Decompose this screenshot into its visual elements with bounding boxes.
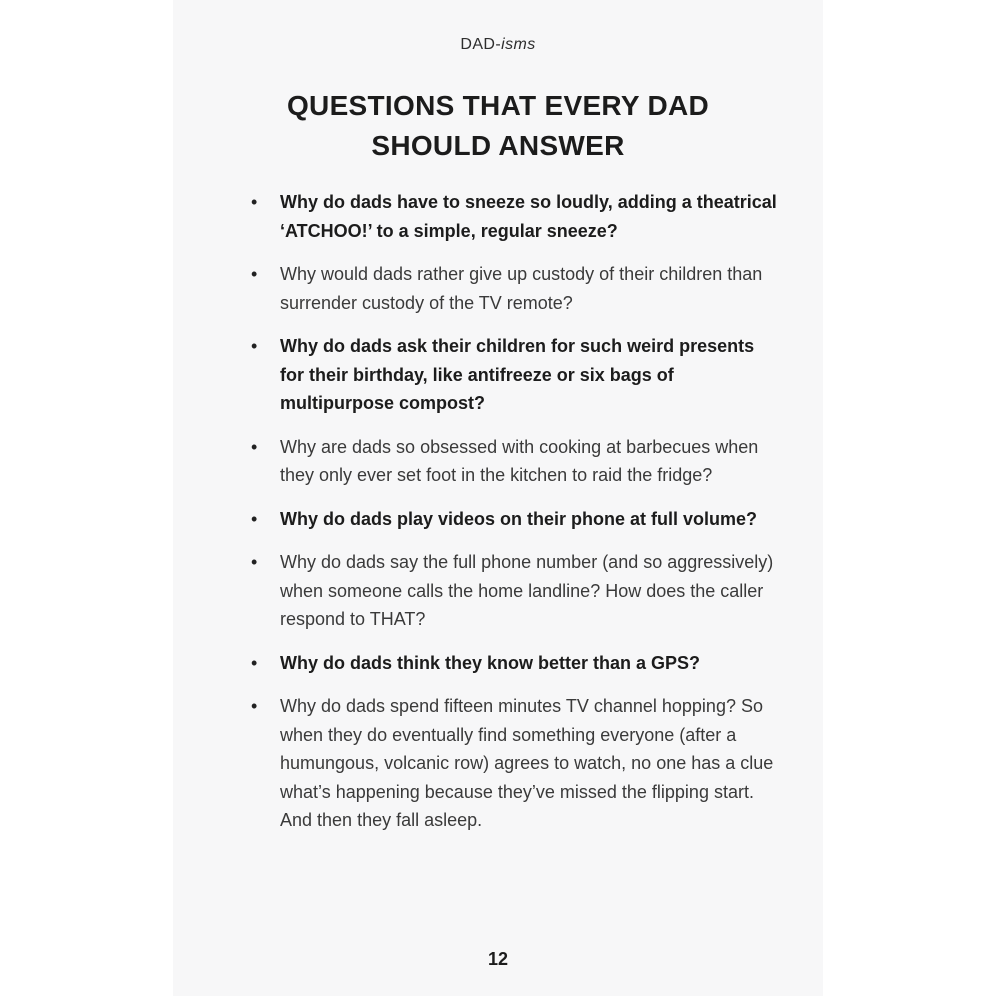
bullet-icon: •	[251, 336, 258, 356]
question-text: Why would dads rather give up custody of their children than surrender custody of the TV remote?	[280, 264, 763, 313]
bullet-icon: •	[251, 264, 258, 284]
page-title-line1: QUESTIONS THAT EVERY DAD	[286, 90, 710, 121]
question-text: Why do dads spend fifteen minutes TV channel hopping? So when they do eventually find something everyone (after a humungous, volcanic row) agrees to watch, no one has a clue what’s happening because they’ve missed the flipping start. And then they fall asleep.	[280, 696, 774, 830]
list-item	[251, 188, 783, 245]
question-text: Why do dads have to sneeze so loudly, adding a theatrical ‘ATCHOO!’ to a simple, regular sneeze?	[280, 192, 777, 241]
list-item	[251, 548, 783, 634]
list-item	[251, 260, 783, 317]
bullet-icon: •	[251, 436, 258, 457]
book-page	[173, 0, 823, 996]
list-item	[251, 505, 783, 534]
question-text: Why do dads think they know better than a GPS?	[280, 652, 701, 673]
list-item	[251, 332, 783, 418]
question-list	[173, 188, 823, 835]
question-text: Why do dads ask their children for such weird presents for their birthday, like antifreeze or six bags of multipurpose compost?	[280, 336, 755, 413]
book-title-prefix: DAD-	[460, 36, 502, 53]
running-header	[173, 0, 823, 54]
list-item	[251, 649, 783, 678]
bullet-icon: •	[251, 696, 258, 716]
question-text: Why do dads say the full phone number (and so aggressively) when someone calls the home landline? How does the caller respond to THAT?	[280, 552, 774, 629]
page-number: 12	[487, 949, 509, 969]
bullet-icon: •	[251, 192, 258, 212]
bullet-icon: •	[251, 508, 258, 529]
list-item	[251, 433, 783, 490]
question-text: Why do dads play videos on their phone at full volume?	[280, 508, 758, 529]
list-item	[251, 692, 783, 835]
bullet-icon: •	[251, 652, 258, 673]
page-title-line2: SHOULD ANSWER	[371, 130, 625, 161]
page-title	[173, 86, 823, 166]
book-title-suffix: isms	[501, 36, 536, 53]
question-text: Why are dads so obsessed with cooking at barbecues when they only ever set foot in the kitchen to raid the fridge?	[280, 436, 759, 485]
bullet-icon: •	[251, 552, 258, 572]
